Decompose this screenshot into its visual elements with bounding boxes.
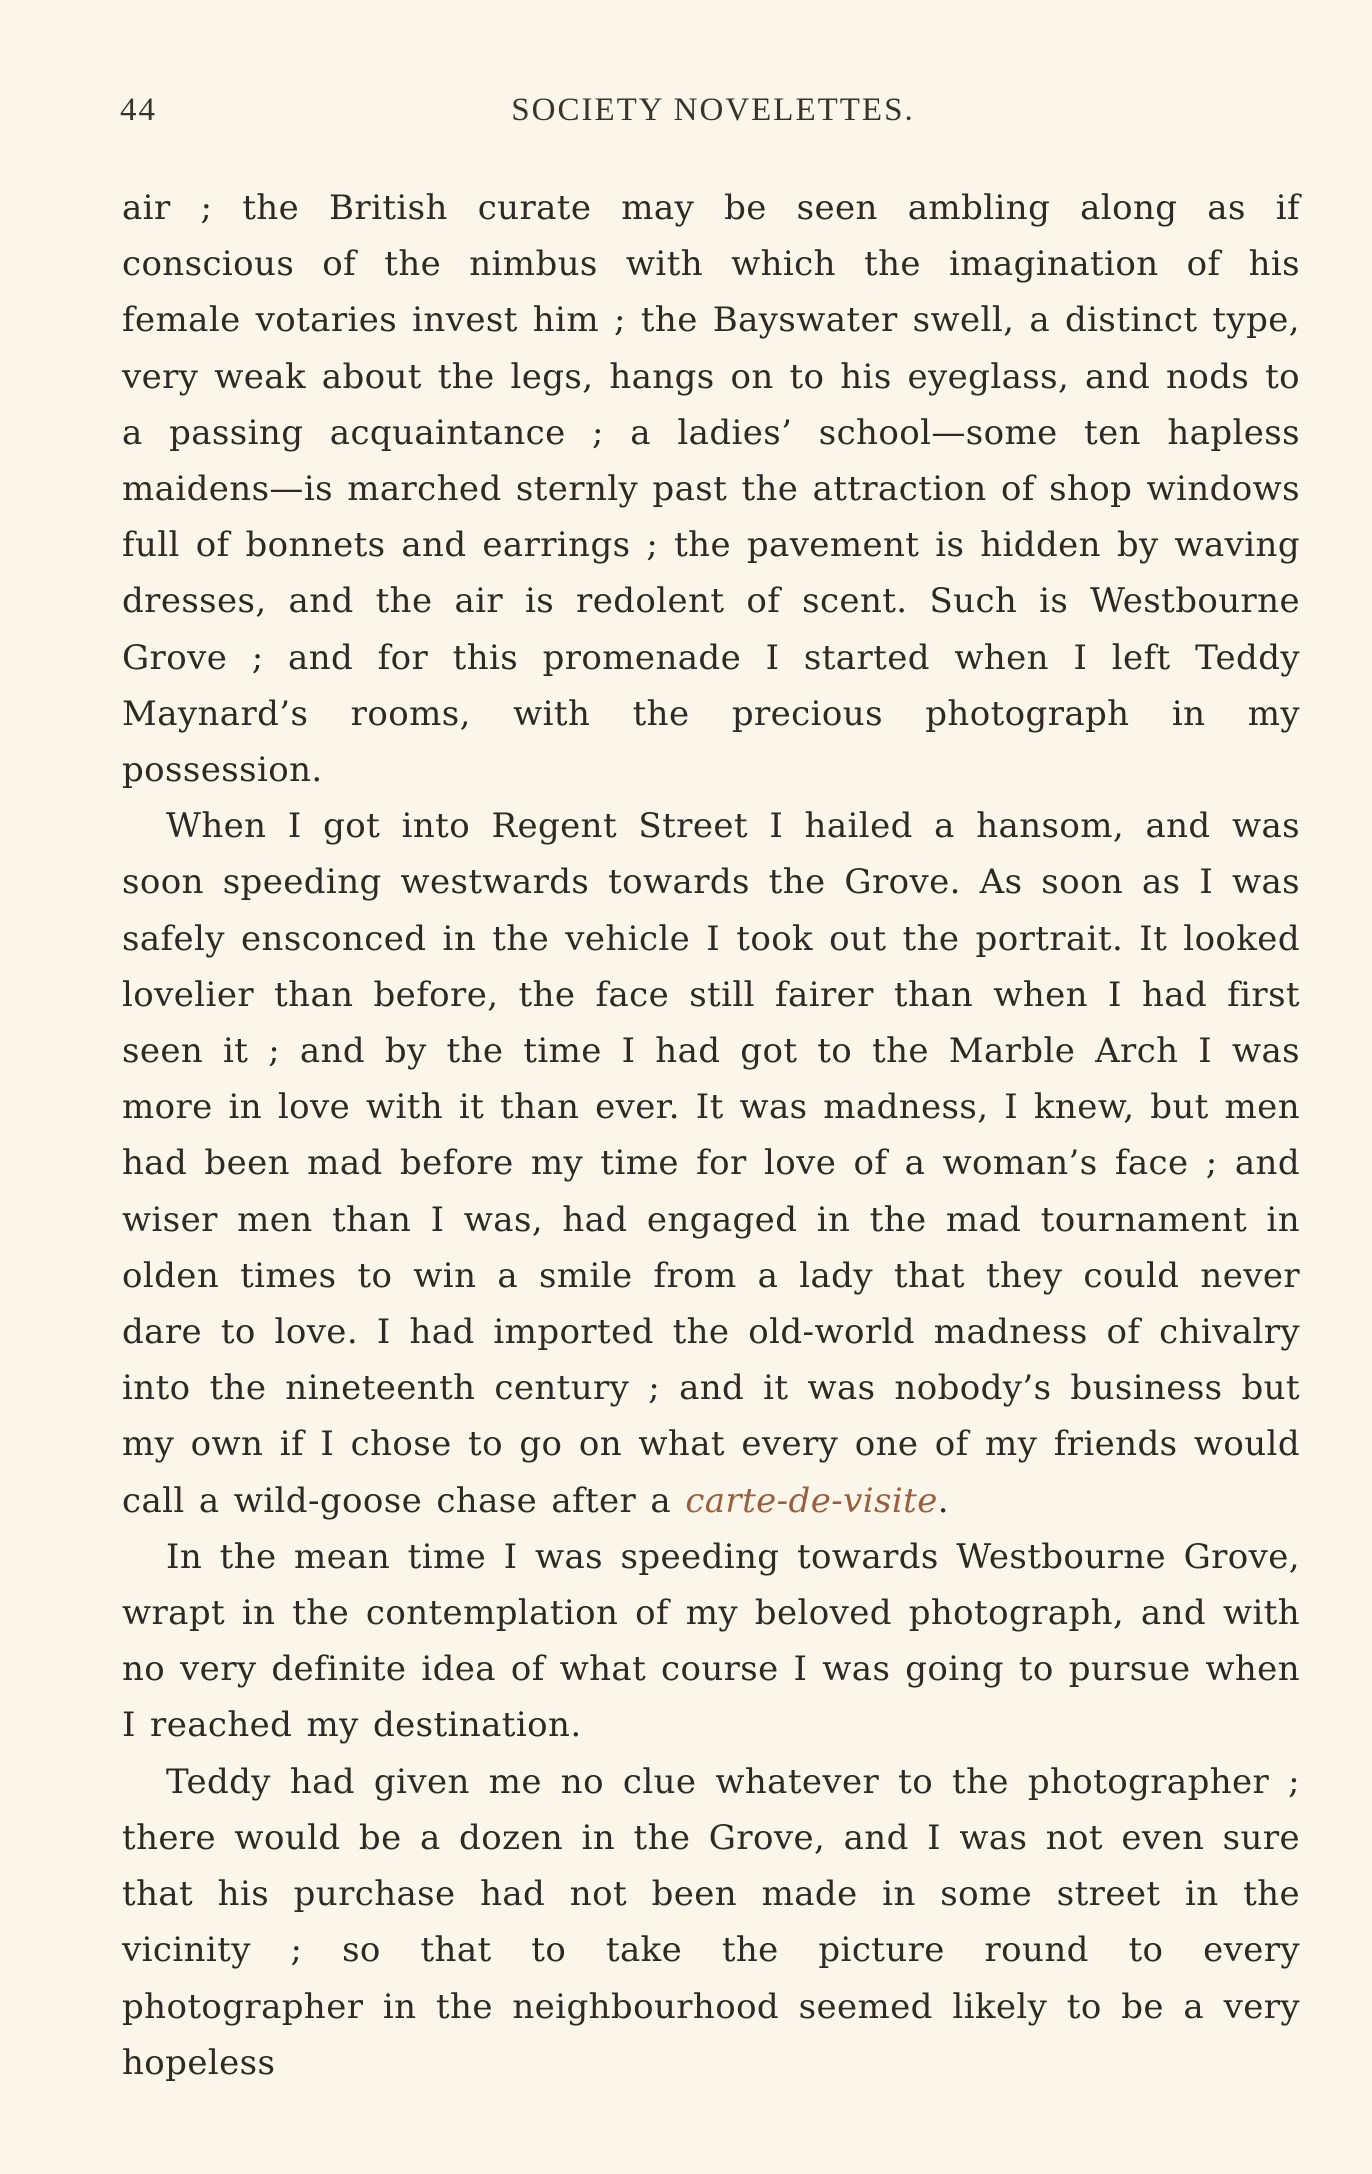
running-head (120, 92, 1306, 140)
page-number: 44 (120, 92, 157, 128)
body-text (122, 180, 1300, 2091)
paragraph-text: air ; the British curate may be seen ambling along as if conscious of the nimbus with which the imagination of his female votaries invest him ; the Bayswater swell, a distinct type, very weak about the legs, hangs on to his eyeglass, and nods to a passing acquaintance ; a ladies’ school—some ten hapless maidens—is marched sternly past the attraction of shop windows full of bonnets and earrings ; the pavement is hidden by waving dresses, and the air is redolent of scent. Such is Westbourne Grove ; and for this promenade I started when I left Teddy Maynard’s rooms, with the precious photograph in my possession. (122, 188, 1300, 791)
paragraph (122, 180, 1300, 798)
paragraph-end-punctuation: . (937, 1480, 949, 1521)
paragraph (122, 1529, 1300, 1754)
paragraph (122, 1754, 1300, 2091)
italic-phrase: carte-de-visite (685, 1480, 938, 1521)
paragraph-text: In the mean time I was speeding towards Westbourne Grove, wrapt in the contemplation of my beloved photograph, and with no very definite idea of what course I was going to pursue when I reached my destination. (122, 1536, 1300, 1746)
paragraph (122, 798, 1300, 1529)
paragraph-text: Teddy had given me no clue whatever to the photographer ; there would be a dozen in the Grove, and I was not even sure that his purchase had not been made in some street in the vicinity ; so that to take the picture round to every photographer in the neighbourhood seemed likely to be a very hopeless (122, 1761, 1300, 2083)
running-title: SOCIETY NOVELETTES. (511, 92, 915, 128)
paragraph-text: When I got into Regent Street I hailed a hansom, and was soon speeding westwards towards the Grove. As soon as I was safely ensconced in the vehicle I took out the portrait. It looked lovelier than before, the face still fairer than when I had first seen it ; and by the time I had got to the Marble Arch I was more in love with it than ever. It was madness, I knew, but men had been mad before my time for love of a woman’s face ; and wiser men than I was, had engaged in the mad tournament in olden times to win a smile from a lady that they could never dare to love. I had imported the old-world madness of chivalry into the nineteenth century ; and it was nobody’s business but my own if I chose to go on what every one of my friends would call a wild-goose chase after a (122, 806, 1300, 1521)
